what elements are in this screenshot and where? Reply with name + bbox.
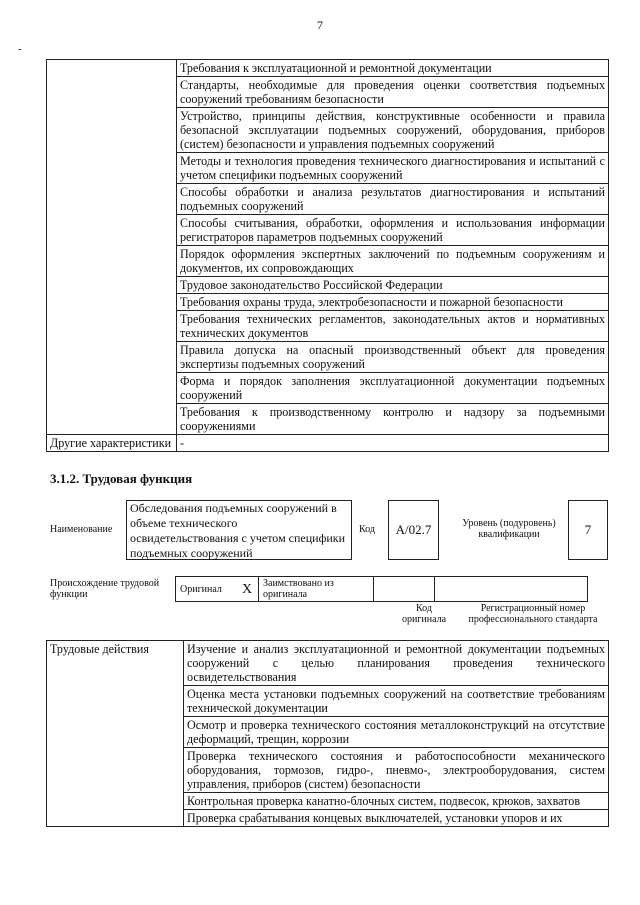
table-cell: Порядок оформления экспертных заключений по подъемным сооружениям и документов, их сопровождающих: [177, 246, 609, 277]
table-row: [47, 641, 609, 686]
table-cell: Трудовое законодательство Российской Федерации: [177, 277, 609, 294]
code-caption: Код оригинала: [401, 603, 447, 625]
other-characteristics-value: -: [177, 435, 609, 452]
reg-caption: Регистрационный номер профессионального стандарта: [468, 603, 598, 625]
margin-mark: -: [18, 44, 22, 55]
origin-label: Происхождение трудовой функции: [50, 578, 160, 600]
table-cell: Контрольная проверка канатно-блочных систем, подвесок, крюков, захватов: [184, 793, 609, 810]
table-cell: Требования к эксплуатационной и ремонтной документации: [177, 60, 609, 77]
table-cell: Изучение и анализ эксплуатационной и ремонтной документации подъемных сооружений с целью планирования проведения технического освидетельствования: [184, 641, 609, 686]
table-cell: Методы и технология проведения технического диагностирования и испытаний с учетом специфики подъемных сооружений: [177, 153, 609, 184]
level-value-box: 7: [568, 500, 608, 560]
table-cell: Проверка срабатывания концевых выключателей, установки упоров и их: [184, 810, 609, 827]
table-cell: Правила допуска на опасный производственный объект для проведения экспертизы подъемных сооружений: [177, 342, 609, 373]
table-cell: Устройство, принципы действия, конструктивные особенности и правила безопасной эксплуатации подъемных сооружений, оборудования, приборов (систем) безопасности и управления подъемных сооружений: [177, 108, 609, 153]
table-cell: Требования охраны труда, электробезопасности и пожарной безопасности: [177, 294, 609, 311]
code-label: Код: [359, 524, 375, 535]
table-cell: Проверка технического состояния и работоспособности механического оборудования, тормозов, гидро-, пневмо-, электрооборудования, систем управления, приборов (систем) безопасности: [184, 748, 609, 793]
table-row: [47, 60, 609, 77]
table-cell: Оценка места установки подъемных сооружений на соответствие требованиям технической документации: [184, 686, 609, 717]
empty-label-cell: [47, 60, 177, 435]
original-mark: X: [236, 577, 259, 602]
borrowed-label: Заимствовано из оригинала: [259, 577, 374, 602]
knowledge-table: [46, 59, 609, 452]
table-cell: Осмотр и проверка технического состояния металлоконструкций на отсутствие деформаций, трещин, коррозии: [184, 717, 609, 748]
level-label: Уровень (подуровень) квалификации: [462, 518, 556, 540]
original-code-cell: [374, 577, 435, 602]
page-number: 7: [317, 18, 323, 32]
table-cell: Способы обработки и анализа результатов диагностирования и испытаний подъемных сооружений: [177, 184, 609, 215]
table-row: [47, 435, 609, 452]
table-cell: Способы считывания, обработки, оформления и использования информации регистраторов параметров подъемных сооружений: [177, 215, 609, 246]
other-characteristics-label: Другие характеристики: [47, 435, 177, 452]
name-label: Наименование: [50, 524, 113, 535]
table-cell: Требования технических регламентов, законодательных актов и нормативных технических документов: [177, 311, 609, 342]
table-cell: Требования к производственному контролю и надзору за подъемными сооружениями: [177, 404, 609, 435]
origin-table: [175, 576, 588, 602]
table-cell: Форма и порядок заполнения эксплуатационной документации подъемных сооружений: [177, 373, 609, 404]
labor-actions-table: [46, 640, 609, 827]
table-cell: Стандарты, необходимые для проведения оценки соответствия подъемных сооружений требованиям безопасности: [177, 77, 609, 108]
reg-number-cell: [435, 577, 588, 602]
function-name-box: Обследования подъемных сооружений в объеме технического освидетельствования с учетом специфики подъемных сооружений: [126, 500, 352, 560]
table-row: [176, 577, 588, 602]
function-code-box: А/02.7: [388, 500, 439, 560]
labor-actions-label: Трудовые действия: [47, 641, 184, 827]
section-title: 3.1.2. Трудовая функция: [50, 471, 193, 486]
original-label: Оригинал: [176, 577, 237, 602]
